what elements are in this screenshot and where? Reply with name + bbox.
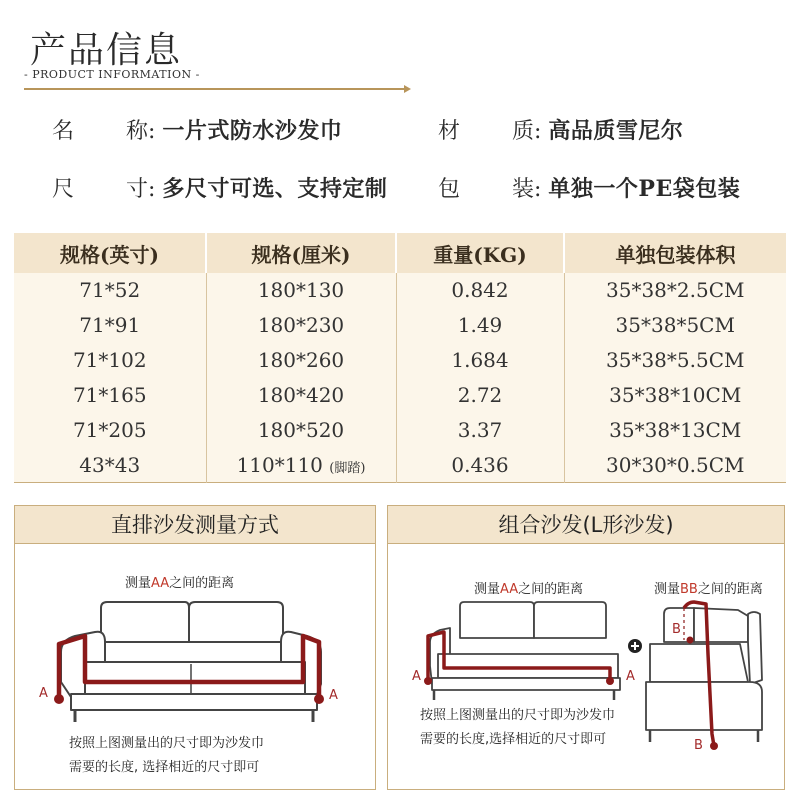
cell-weight: 1.684 <box>396 343 564 378</box>
cell-volume: 35*38*10CM <box>564 378 786 413</box>
page-title: 产品信息 <box>30 30 183 71</box>
marker-a-left: A <box>412 669 421 684</box>
cell-inch: 71*102 <box>72 348 147 373</box>
pack-label-a: 包 <box>438 177 461 202</box>
pack-value: 单独一个PE袋包装 <box>548 176 741 202</box>
table-row <box>14 273 786 308</box>
cell-cm: 180*230 <box>206 308 396 343</box>
cell-cm: 180*130 <box>206 273 396 308</box>
marker-b-bottom: B <box>694 738 703 753</box>
table-row <box>14 343 786 378</box>
name-label-a: 名 <box>52 119 75 144</box>
table-row <box>14 378 786 413</box>
spec-table <box>14 233 786 483</box>
info-size-row <box>52 172 387 203</box>
divider-arrow-icon <box>404 85 411 93</box>
spec-table-header <box>14 233 786 273</box>
cell-cm: 180*420 <box>206 378 396 413</box>
material-label-b: 质: <box>512 119 542 144</box>
straight-sofa-heading: 直排沙发测量方式 <box>15 506 375 544</box>
cell-cm: 180*260 <box>206 343 396 378</box>
header-inch: 规格(英寸) <box>14 233 206 273</box>
size-label-a: 尺 <box>52 177 75 202</box>
size-label-b: 寸: <box>126 177 156 202</box>
cell-weight: 0.436 <box>396 448 564 483</box>
straight-sofa-panel <box>14 505 376 790</box>
page-subtitle: - PRODUCT INFORMATION - <box>24 68 200 81</box>
l-sofa-caption-aa: 测量AA之间的距离 <box>474 582 584 597</box>
l-sofa-desc-2: 需要的长度,选择相近的尺寸即可 <box>420 732 607 747</box>
cell-volume: 35*38*2.5CM <box>564 273 786 308</box>
title-divider <box>24 88 408 90</box>
header-volume: 单独包装体积 <box>564 233 786 273</box>
info-material-row <box>438 114 683 145</box>
l-sofa-caption-bb: 测量BB之间的距离 <box>654 582 763 597</box>
pack-label-b: 装: <box>512 177 542 202</box>
size-value: 多尺寸可选、支持定制 <box>162 176 388 202</box>
cell-inch: 71*91 <box>79 313 141 338</box>
cell-volume: 35*38*5CM <box>564 308 786 343</box>
cell-inch: 71*205 <box>72 418 147 443</box>
cell-weight: 3.37 <box>396 413 564 448</box>
info-name-row <box>52 114 342 145</box>
cell-weight: 1.49 <box>396 308 564 343</box>
name-label-b: 称: <box>126 119 156 144</box>
l-sofa-panel <box>387 505 785 790</box>
cell-volume: 30*30*0.5CM <box>564 448 786 483</box>
material-label-a: 材 <box>438 119 461 144</box>
cell-volume: 35*38*13CM <box>564 413 786 448</box>
table-row <box>14 413 786 448</box>
straight-sofa-desc-2: 需要的长度, 选择相近的尺寸即可 <box>69 760 260 775</box>
cell-cm: 180*520 <box>206 413 396 448</box>
cell-weight: 0.842 <box>396 273 564 308</box>
l-sofa-desc-1: 按照上图测量出的尺寸即为沙发巾 <box>420 708 616 723</box>
info-pack-row <box>438 172 740 203</box>
cell-inch: 71*165 <box>72 383 147 408</box>
header-cm: 规格(厘米) <box>206 233 396 273</box>
material-value: 高品质雪尼尔 <box>548 118 684 144</box>
header-weight: 重量(KG) <box>396 233 564 273</box>
straight-sofa-caption: 测量AA之间的距离 <box>125 576 235 591</box>
marker-a-left: A <box>39 686 48 701</box>
table-row <box>14 308 786 343</box>
footstool-note: (脚踏) <box>329 460 366 476</box>
cell-weight: 2.72 <box>396 378 564 413</box>
straight-sofa-desc-1: 按照上图测量出的尺寸即为沙发巾 <box>69 736 265 751</box>
name-value: 一片式防水沙发巾 <box>162 118 343 144</box>
cell-inch: 71*52 <box>79 278 141 303</box>
cell-inch: 43*43 <box>79 452 141 477</box>
table-row <box>14 448 786 483</box>
marker-b-top: B <box>672 622 681 637</box>
cell-volume: 35*38*5.5CM <box>564 343 786 378</box>
cell-cm: 110*110 (脚踏) <box>206 448 396 483</box>
marker-a-right: A <box>329 688 338 703</box>
marker-a-right: A <box>626 669 635 684</box>
l-sofa-heading: 组合沙发(L形沙发) <box>388 506 784 544</box>
